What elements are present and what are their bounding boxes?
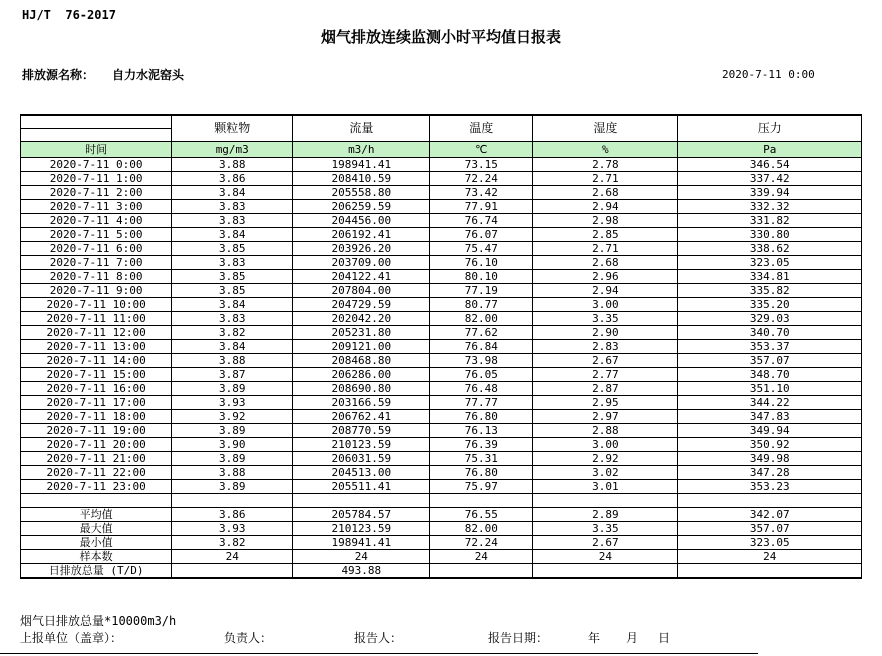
cell-value: 493.88 [293, 564, 430, 579]
header-empty-cell [21, 129, 172, 142]
cell-value: 3.83 [172, 214, 293, 228]
summary-row [21, 550, 862, 564]
row-time-cell: 2020-7-11 5:00 [21, 228, 172, 242]
bottom-divider [0, 653, 758, 654]
cell-value: 357.07 [678, 522, 862, 536]
cell-value: 73.98 [430, 354, 533, 368]
cell-value: 3.00 [533, 438, 678, 452]
separator-cell [21, 494, 172, 508]
cell-value: 205231.80 [293, 326, 430, 340]
row-time-cell: 2020-7-11 7:00 [21, 256, 172, 270]
unit-cell-particulate: mg/m3 [172, 142, 293, 158]
cell-value [533, 564, 678, 579]
cell-value: 82.00 [430, 312, 533, 326]
cell-value: 334.81 [678, 270, 862, 284]
table-row [21, 340, 862, 354]
row-time-cell: 2020-7-11 13:00 [21, 340, 172, 354]
cell-value: 76.05 [430, 368, 533, 382]
cell-value: 346.54 [678, 158, 862, 172]
cell-value: 357.07 [678, 354, 862, 368]
cell-value: 82.00 [430, 522, 533, 536]
cell-value [293, 494, 430, 508]
row-time-cell: 2020-7-11 22:00 [21, 466, 172, 480]
table-row [21, 214, 862, 228]
table-row [21, 396, 862, 410]
cell-value: 2.94 [533, 284, 678, 298]
cell-value: 206192.41 [293, 228, 430, 242]
separator-row [21, 494, 862, 508]
cell-value: 75.97 [430, 480, 533, 494]
cell-value: 24 [533, 550, 678, 564]
cell-value [172, 494, 293, 508]
table-row [21, 172, 862, 186]
cell-value [678, 564, 862, 579]
year-label: 年 [588, 631, 601, 645]
cell-value: 198941.41 [293, 158, 430, 172]
row-time-cell: 2020-7-11 2:00 [21, 186, 172, 200]
unit-cell-temperature: ℃ [430, 142, 533, 158]
cell-value: 350.92 [678, 438, 862, 452]
row-time-cell: 2020-7-11 12:00 [21, 326, 172, 340]
cell-value: 3.86 [172, 508, 293, 522]
cell-value: 208770.59 [293, 424, 430, 438]
cell-value: 208468.80 [293, 354, 430, 368]
cell-value: 3.84 [172, 298, 293, 312]
cell-value: 2.71 [533, 172, 678, 186]
cell-value: 347.83 [678, 410, 862, 424]
report-unit-label: 上报单位（盖章）： [20, 631, 123, 645]
cell-value: 3.90 [172, 438, 293, 452]
unit-cell-pressure: Pa [678, 142, 862, 158]
cell-value: 72.24 [430, 172, 533, 186]
table-row [21, 452, 862, 466]
cell-value: 77.19 [430, 284, 533, 298]
cell-value: 203709.00 [293, 256, 430, 270]
cell-value: 207804.00 [293, 284, 430, 298]
cell-value [533, 494, 678, 508]
emission-source-label: 排放源名称： [22, 68, 95, 82]
cell-value: 329.03 [678, 312, 862, 326]
table-row [21, 242, 862, 256]
table-row [21, 284, 862, 298]
table-row [21, 158, 862, 172]
col-header-particulate: 颗粒物 [172, 115, 293, 142]
row-time-cell: 2020-7-11 0:00 [21, 158, 172, 172]
report-datetime: 2020-7-11 0:00 [722, 68, 815, 81]
cell-value: 210123.59 [293, 438, 430, 452]
table-row [21, 354, 862, 368]
footer-note: 烟气日排放总量*10000m3/h [20, 614, 177, 628]
table-row [21, 200, 862, 214]
cell-value: 76.80 [430, 410, 533, 424]
cell-value: 24 [678, 550, 862, 564]
cell-value: 2.71 [533, 242, 678, 256]
cell-value: 3.83 [172, 200, 293, 214]
cell-value: 76.80 [430, 466, 533, 480]
cell-value: 80.10 [430, 270, 533, 284]
cell-value: 2.68 [533, 186, 678, 200]
cell-value: 3.89 [172, 424, 293, 438]
cell-value: 204122.41 [293, 270, 430, 284]
report-date-label: 报告日期： [488, 631, 549, 645]
table-row [21, 424, 862, 438]
cell-value: 76.84 [430, 340, 533, 354]
table-row [21, 368, 862, 382]
table-row [21, 228, 862, 242]
table-row [21, 270, 862, 284]
cell-value: 344.22 [678, 396, 862, 410]
cell-value: 3.92 [172, 410, 293, 424]
cell-value: 2.95 [533, 396, 678, 410]
cell-value: 24 [293, 550, 430, 564]
cell-value: 77.91 [430, 200, 533, 214]
cell-value: 198941.41 [293, 536, 430, 550]
table-body [21, 158, 862, 579]
reporter-label: 报告人： [354, 631, 403, 645]
cell-value: 3.00 [533, 298, 678, 312]
cell-value: 3.35 [533, 522, 678, 536]
summary-row [21, 536, 862, 550]
standard-code: HJ/T 76-2017 [22, 8, 116, 22]
header-row-pollutants [21, 115, 862, 129]
row-time-cell: 2020-7-11 1:00 [21, 172, 172, 186]
cell-value: 76.13 [430, 424, 533, 438]
cell-value: 76.10 [430, 256, 533, 270]
cell-value: 76.39 [430, 438, 533, 452]
summary-row [21, 508, 862, 522]
cell-value: 335.20 [678, 298, 862, 312]
cell-value: 353.23 [678, 480, 862, 494]
cell-value: 2.67 [533, 354, 678, 368]
cell-value: 3.35 [533, 312, 678, 326]
cell-value: 205784.57 [293, 508, 430, 522]
cell-value: 202042.20 [293, 312, 430, 326]
emission-source-row [22, 66, 184, 83]
cell-value: 2.87 [533, 382, 678, 396]
header-row-units [21, 142, 862, 158]
cell-value: 2.96 [533, 270, 678, 284]
cell-value: 203166.59 [293, 396, 430, 410]
header-empty-cell [21, 115, 172, 129]
cell-value: 204513.00 [293, 466, 430, 480]
cell-value: 3.83 [172, 312, 293, 326]
cell-value: 76.07 [430, 228, 533, 242]
cell-value: 2.77 [533, 368, 678, 382]
col-header-humidity: 湿度 [533, 115, 678, 142]
cell-value: 73.15 [430, 158, 533, 172]
cell-value: 206259.59 [293, 200, 430, 214]
cell-value: 206031.59 [293, 452, 430, 466]
table-row [21, 312, 862, 326]
cell-value: 3.93 [172, 522, 293, 536]
table-row [21, 438, 862, 452]
row-time-cell: 2020-7-11 18:00 [21, 410, 172, 424]
cell-value: 206286.00 [293, 368, 430, 382]
cell-value: 2.92 [533, 452, 678, 466]
cell-value: 3.88 [172, 354, 293, 368]
summary-label-cell: 日排放总量 (T/D) [21, 564, 172, 579]
row-time-cell: 2020-7-11 4:00 [21, 214, 172, 228]
cell-value: 2.90 [533, 326, 678, 340]
table-row [21, 382, 862, 396]
table-row [21, 480, 862, 494]
cell-value: 353.37 [678, 340, 862, 354]
cell-value: 332.32 [678, 200, 862, 214]
cell-value: 3.87 [172, 368, 293, 382]
cell-value: 72.24 [430, 536, 533, 550]
cell-value: 73.42 [430, 186, 533, 200]
cell-value: 204456.00 [293, 214, 430, 228]
summary-row [21, 522, 862, 536]
cell-value: 3.88 [172, 466, 293, 480]
cell-value: 76.48 [430, 382, 533, 396]
day-label: 日 [658, 631, 671, 645]
cell-value: 3.82 [172, 536, 293, 550]
row-time-cell: 2020-7-11 20:00 [21, 438, 172, 452]
col-header-temperature: 温度 [430, 115, 533, 142]
row-time-cell: 2020-7-11 15:00 [21, 368, 172, 382]
report-table [20, 114, 862, 579]
cell-value: 330.80 [678, 228, 862, 242]
cell-value: 2.68 [533, 256, 678, 270]
cell-value: 3.89 [172, 480, 293, 494]
unit-cell-flow: m3/h [293, 142, 430, 158]
cell-value: 331.82 [678, 214, 862, 228]
row-time-cell: 2020-7-11 11:00 [21, 312, 172, 326]
cell-value: 209121.00 [293, 340, 430, 354]
month-label: 月 [626, 631, 639, 645]
cell-value: 349.94 [678, 424, 862, 438]
cell-value: 323.05 [678, 256, 862, 270]
cell-value: 2.89 [533, 508, 678, 522]
cell-value: 3.02 [533, 466, 678, 480]
table-row [21, 298, 862, 312]
table-row [21, 466, 862, 480]
cell-value: 2.78 [533, 158, 678, 172]
cell-value: 3.82 [172, 326, 293, 340]
cell-value: 3.83 [172, 256, 293, 270]
row-time-cell: 2020-7-11 16:00 [21, 382, 172, 396]
unit-cell-humidity: % [533, 142, 678, 158]
cell-value: 349.98 [678, 452, 862, 466]
cell-value: 2.97 [533, 410, 678, 424]
cell-value: 339.94 [678, 186, 862, 200]
cell-value: 210123.59 [293, 522, 430, 536]
cell-value: 3.85 [172, 270, 293, 284]
row-time-cell: 2020-7-11 14:00 [21, 354, 172, 368]
cell-value: 208690.80 [293, 382, 430, 396]
cell-value: 3.85 [172, 284, 293, 298]
row-time-cell: 2020-7-11 21:00 [21, 452, 172, 466]
col-header-pressure: 压力 [678, 115, 862, 142]
summary-label-cell: 最小值 [21, 536, 172, 550]
cell-value: 75.47 [430, 242, 533, 256]
cell-value: 76.74 [430, 214, 533, 228]
row-time-cell: 2020-7-11 17:00 [21, 396, 172, 410]
cell-value: 3.89 [172, 382, 293, 396]
cell-value: 80.77 [430, 298, 533, 312]
cell-value: 206762.41 [293, 410, 430, 424]
cell-value: 3.93 [172, 396, 293, 410]
cell-value: 204729.59 [293, 298, 430, 312]
cell-value: 75.31 [430, 452, 533, 466]
cell-value [172, 564, 293, 579]
cell-value: 3.86 [172, 172, 293, 186]
summary-row [21, 564, 862, 579]
summary-label-cell: 平均值 [21, 508, 172, 522]
page-title: 烟气排放连续监测小时平均值日报表 [320, 28, 561, 46]
row-time-cell: 2020-7-11 23:00 [21, 480, 172, 494]
cell-value: 351.10 [678, 382, 862, 396]
row-time-cell: 2020-7-11 6:00 [21, 242, 172, 256]
row-time-cell: 2020-7-11 19:00 [21, 424, 172, 438]
table-row [21, 186, 862, 200]
row-time-cell: 2020-7-11 3:00 [21, 200, 172, 214]
cell-value: 24 [172, 550, 293, 564]
emission-source-name: 自力水泥窑头 [112, 68, 185, 82]
cell-value: 3.85 [172, 242, 293, 256]
cell-value: 205558.80 [293, 186, 430, 200]
cell-value: 203926.20 [293, 242, 430, 256]
cell-value: 340.70 [678, 326, 862, 340]
cell-value: 205511.41 [293, 480, 430, 494]
cell-value: 347.28 [678, 466, 862, 480]
cell-value [430, 494, 533, 508]
cell-value: 24 [430, 550, 533, 564]
cell-value: 323.05 [678, 536, 862, 550]
row-time-cell: 2020-7-11 9:00 [21, 284, 172, 298]
summary-label-cell: 样本数 [21, 550, 172, 564]
time-header-cell: 时间 [21, 142, 172, 158]
table-row [21, 256, 862, 270]
responsible-person-label: 负责人： [224, 631, 273, 645]
cell-value: 2.94 [533, 200, 678, 214]
cell-value: 3.84 [172, 340, 293, 354]
cell-value: 3.84 [172, 186, 293, 200]
summary-label-cell: 最大值 [21, 522, 172, 536]
cell-value: 77.62 [430, 326, 533, 340]
cell-value: 3.84 [172, 228, 293, 242]
cell-value: 342.07 [678, 508, 862, 522]
cell-value: 208410.59 [293, 172, 430, 186]
cell-value: 2.88 [533, 424, 678, 438]
cell-value [430, 564, 533, 579]
cell-value: 335.82 [678, 284, 862, 298]
cell-value [678, 494, 862, 508]
cell-value: 77.77 [430, 396, 533, 410]
col-header-flow: 流量 [293, 115, 430, 142]
cell-value: 2.67 [533, 536, 678, 550]
cell-value: 3.89 [172, 452, 293, 466]
cell-value: 337.42 [678, 172, 862, 186]
cell-value: 2.85 [533, 228, 678, 242]
table-row [21, 410, 862, 424]
row-time-cell: 2020-7-11 10:00 [21, 298, 172, 312]
cell-value: 3.01 [533, 480, 678, 494]
cell-value: 3.88 [172, 158, 293, 172]
cell-value: 2.98 [533, 214, 678, 228]
cell-value: 2.83 [533, 340, 678, 354]
cell-value: 76.55 [430, 508, 533, 522]
row-time-cell: 2020-7-11 8:00 [21, 270, 172, 284]
cell-value: 348.70 [678, 368, 862, 382]
table-row [21, 326, 862, 340]
cell-value: 338.62 [678, 242, 862, 256]
